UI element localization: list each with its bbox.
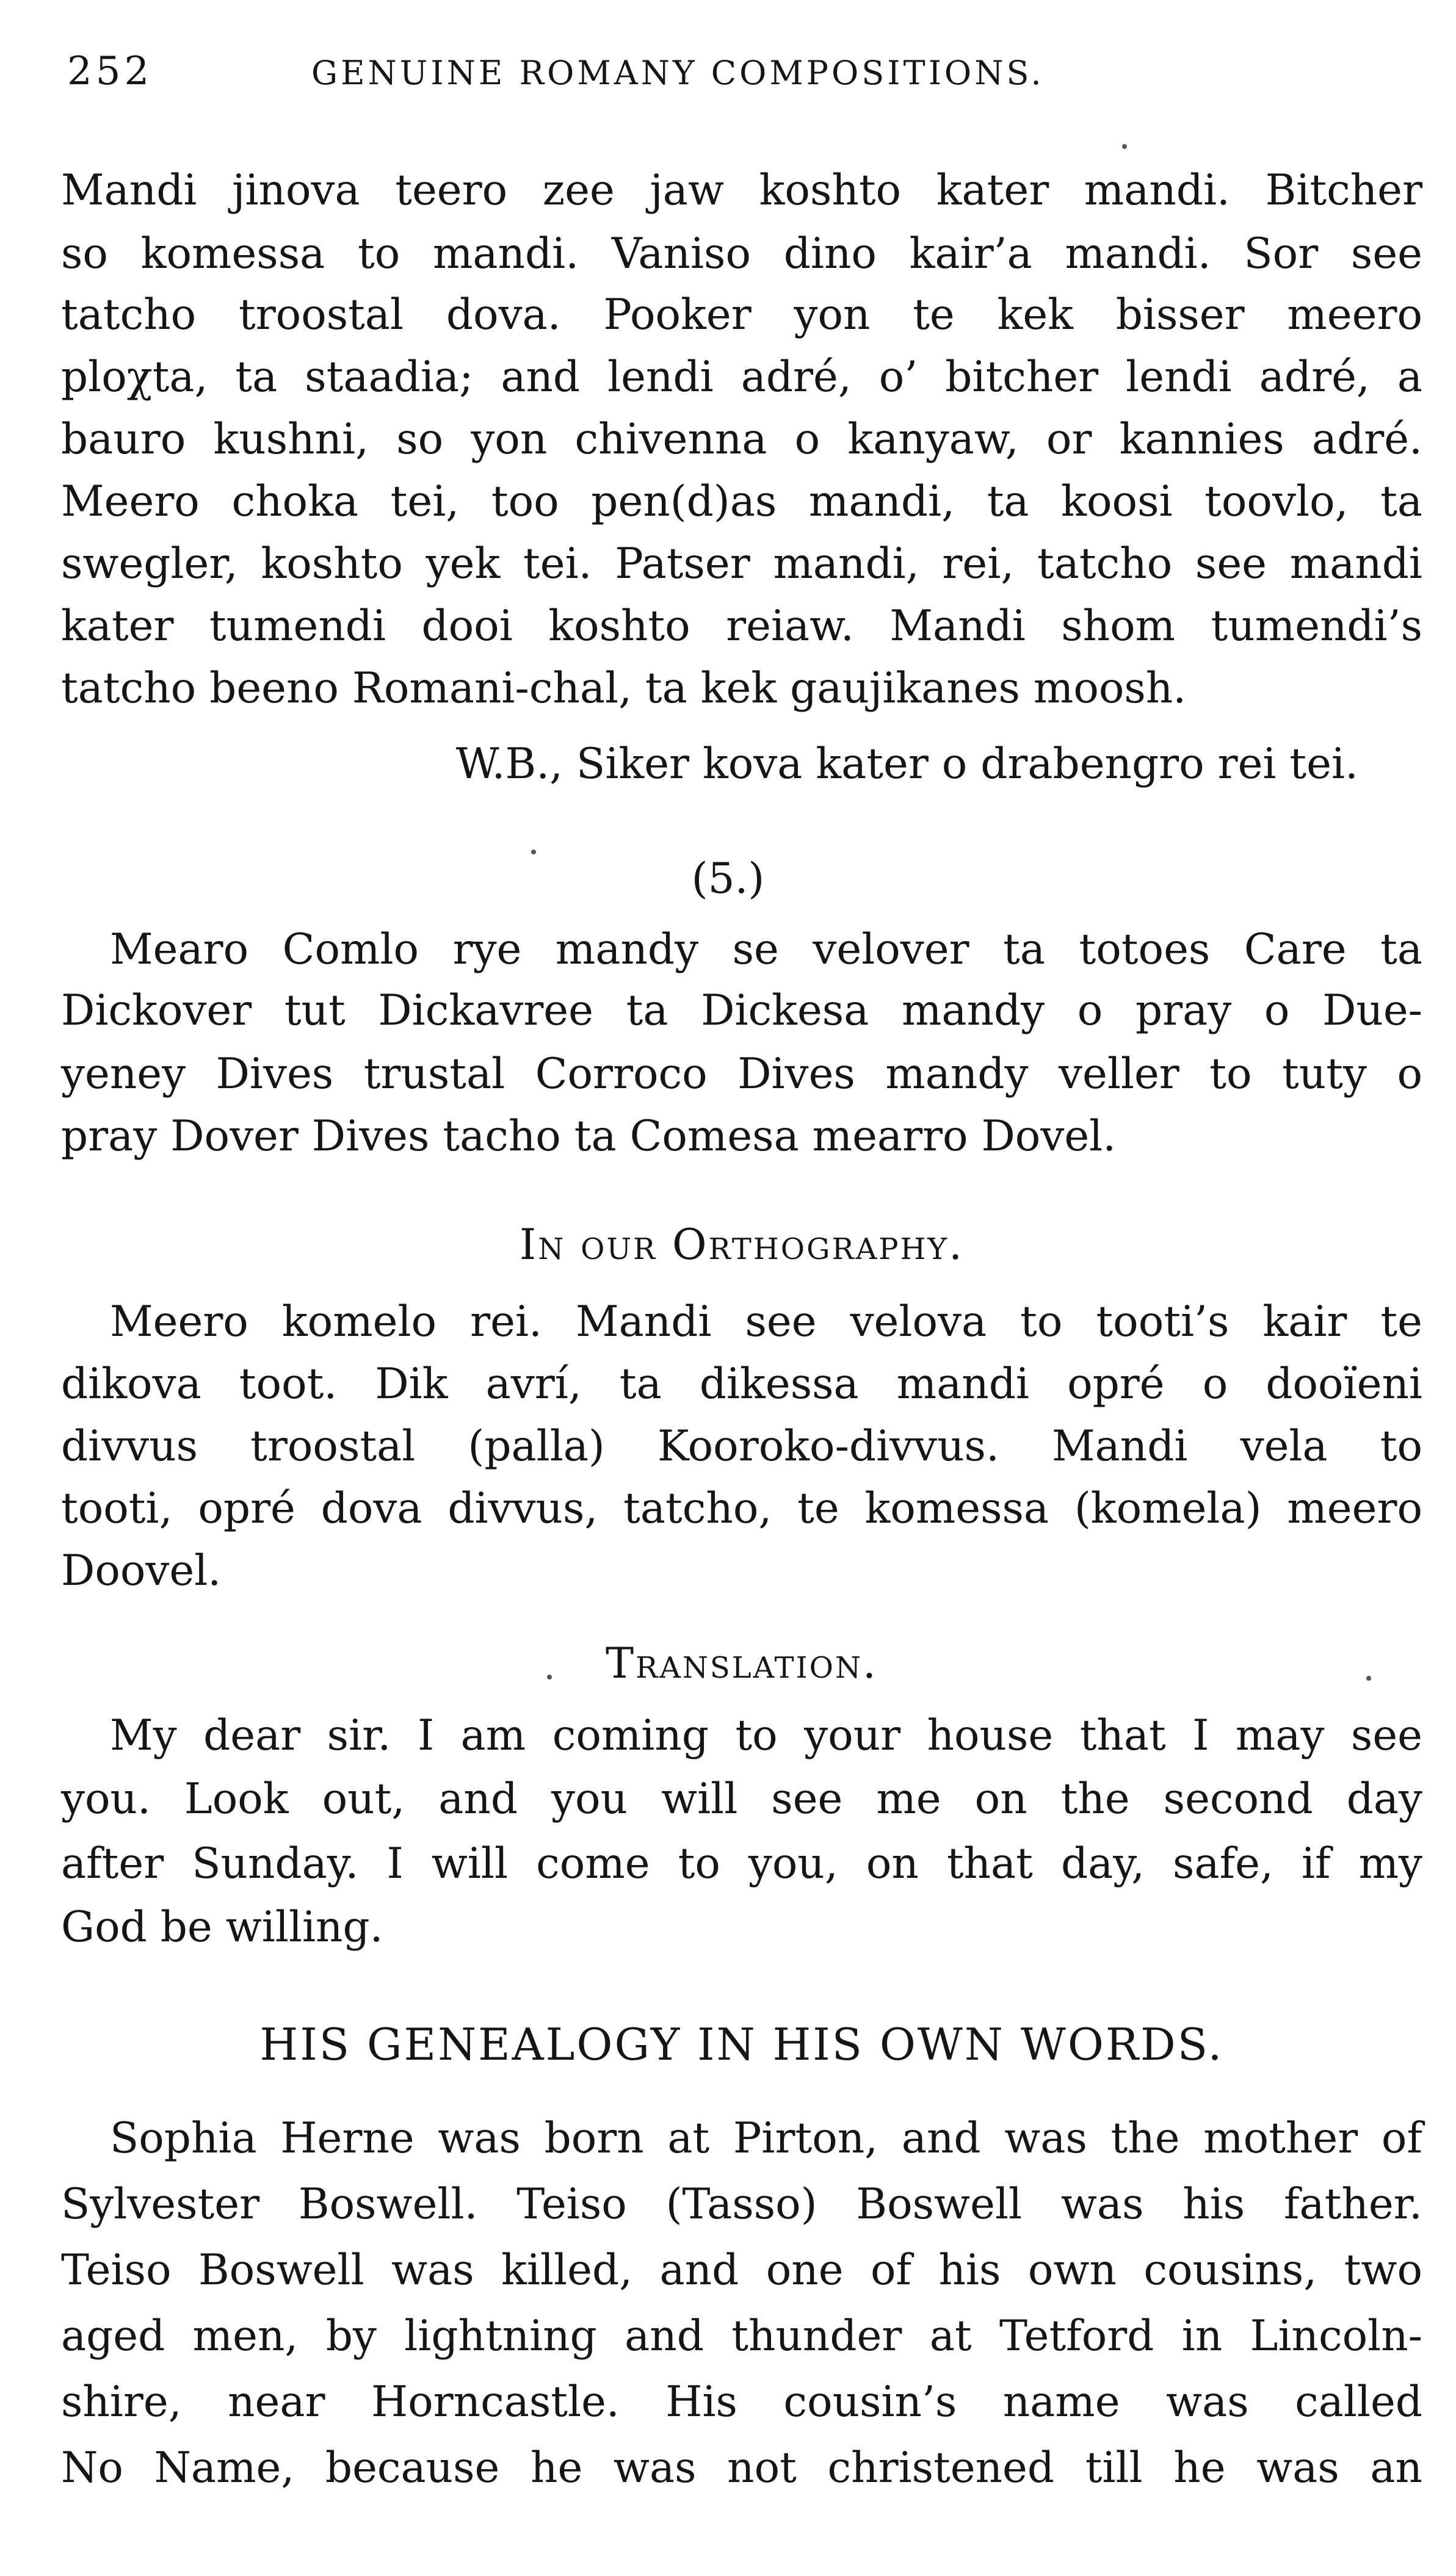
- letter-4-line: kater tumendi dooi koshto reiaw. Mandi shom tumendi’s: [61, 602, 1422, 651]
- orthography-line: tooti, opré dova divvus, tatcho, te komessa (komela) meero: [61, 1484, 1422, 1533]
- translation-heading: Translation.: [606, 1639, 878, 1688]
- letter-number: (5.): [691, 854, 765, 903]
- letter-5-original-line: Dickover tut Dickavree ta Dickesa mandy o pray o Due-: [61, 986, 1422, 1035]
- translation-line: you. Look out, and you will see me on the second day: [61, 1775, 1422, 1824]
- letter-5-original-line: Mearo Comlo rye mandy se velover ta totoes Care ta: [110, 925, 1422, 974]
- orthography-line: Meero komelo rei. Mandi see velova to tooti’s kair te: [110, 1297, 1422, 1346]
- print-speck: [1366, 1676, 1371, 1681]
- orthography-line: Doovel.: [61, 1546, 222, 1595]
- genealogy-line: Sylvester Boswell. Teiso (Tasso) Boswell was his father.: [61, 2180, 1422, 2229]
- print-speck: [1122, 144, 1127, 149]
- letter-4-line: bauro kushni, so yon chivenna o kanyaw, or kannies adré.: [61, 415, 1422, 464]
- letter-5-original-line: pray Dover Dives tacho ta Comesa mearro Dovel.: [61, 1112, 1117, 1161]
- letter-4-line: Mandi jinova teero zee jaw koshto kater mandi. Bitcher: [61, 166, 1422, 215]
- genealogy-line: No Name, because he was not christened till he was an: [61, 2444, 1422, 2492]
- orthography-line: divvus troostal (palla) Kooroko-divvus. Mandi vela to: [61, 1422, 1422, 1471]
- page-number: 252: [67, 49, 153, 94]
- letter-4-line: tatcho troostal dova. Pooker yon te kek bisser meero: [61, 290, 1422, 339]
- page-header: [61, 49, 1422, 122]
- orthography-line: dikova toot. Dik avrí, ta dikessa mandi opré o dooïeni: [61, 1360, 1422, 1409]
- translation-line: My dear sir. I am coming to your house that I may see: [110, 1711, 1422, 1760]
- letter-4-line: swegler, koshto yek tei. Patser mandi, rei, tatcho see mandi: [61, 539, 1422, 588]
- letter-4-line: tatcho beeno Romani-chal, ta kek gaujikanes moosh.: [61, 664, 1187, 713]
- translation-line: God be willing.: [61, 1903, 383, 1952]
- genealogy-line: Teiso Boswell was killed, and one of his own cousins, two: [61, 2246, 1422, 2295]
- print-speck: [531, 850, 536, 854]
- genealogy-line: shire, near Horncastle. His cousin’s name was called: [61, 2378, 1422, 2426]
- letter-4-line: so komessa to mandi. Vaniso dino kair’a mandi. Sor see: [61, 229, 1422, 278]
- letter-4-signature: W.B., Siker kova kater o drabengro rei tei.: [455, 740, 1358, 788]
- genealogy-heading: HIS GENEALOGY IN HIS OWN WORDS.: [259, 2019, 1224, 2070]
- running-title: GENUINE ROMANY COMPOSITIONS.: [311, 54, 1045, 92]
- genealogy-line: Sophia Herne was born at Pirton, and was the mother of: [110, 2114, 1422, 2163]
- translation-line: after Sunday. I will come to you, on that day, safe, if my: [61, 1839, 1422, 1888]
- genealogy-line: aged men, by lightning and thunder at Tetford in Lincoln-: [61, 2312, 1422, 2361]
- orthography-heading: In our Orthography.: [519, 1221, 965, 1269]
- letter-4-line: ploχta, ta staadia; and lendi adré, o’ bitcher lendi adré, a: [61, 353, 1422, 402]
- letter-5-original-line: yeney Dives trustal Corroco Dives mandy veller to tuty o: [61, 1050, 1422, 1099]
- print-speck: [547, 1675, 552, 1679]
- letter-4-line: Meero choka tei, too pen(d)as mandi, ta koosi toovlo, ta: [61, 477, 1422, 526]
